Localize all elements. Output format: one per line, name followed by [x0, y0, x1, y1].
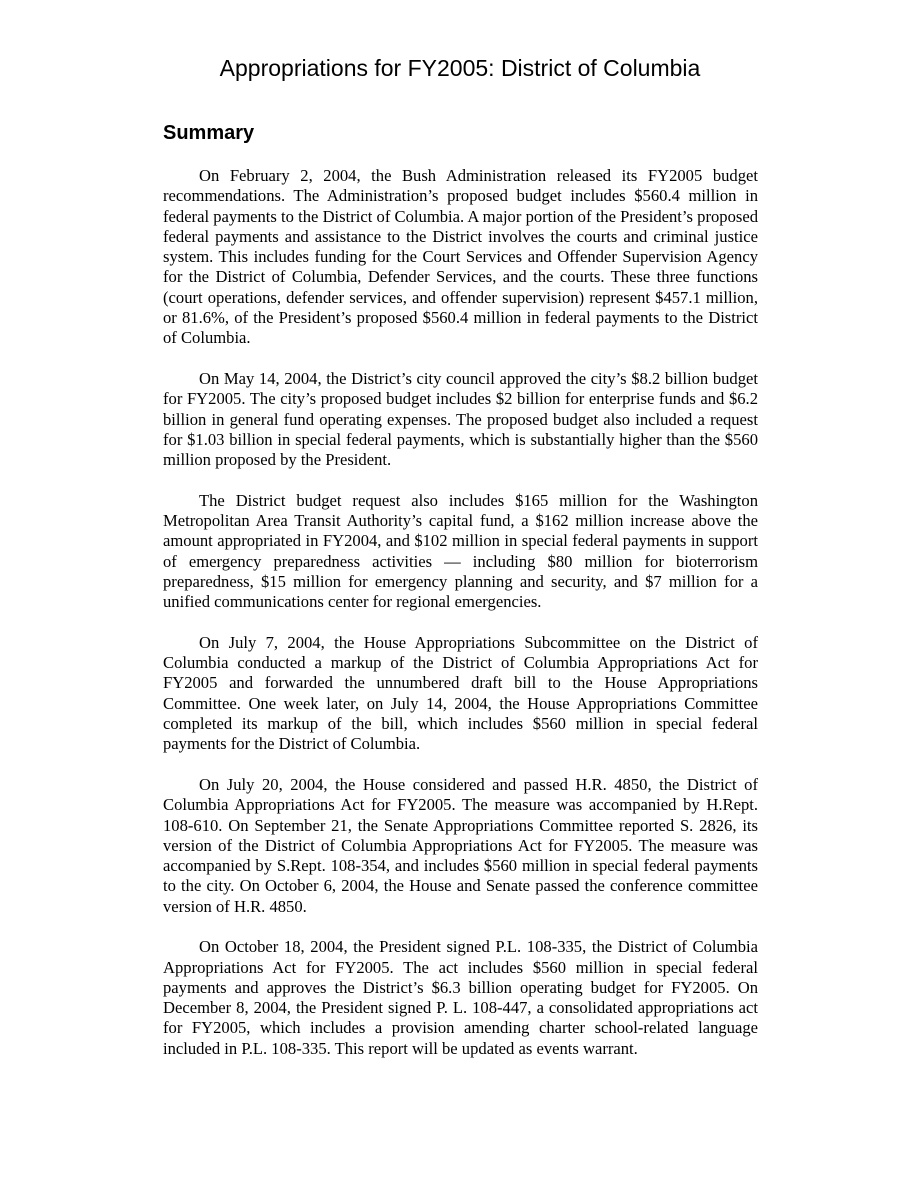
- summary-body: [163, 166, 758, 1079]
- paragraph-budget-recommendations: On February 2, 2004, the Bush Administration released its FY2005 budget recommendations. The Administration’s proposed budget includes $560.4 million in federal payments to the District of Columbia. A major portion of the President’s proposed federal payments and assistance to the District involves the courts and criminal justice system. This includes funding for the Court Services and Offender Supervision Agency for the District of Columbia, Defender Services, and the courts. These three functions (court operations, defender services, and offender supervision) represent $457.1 million, or 81.6%, of the President’s proposed $560.4 million in federal payments to the District of Columbia.: [163, 166, 758, 348]
- section-heading-summary: Summary: [163, 122, 255, 144]
- document-title: Appropriations for FY2005: District of Columbia: [219, 55, 701, 81]
- paragraph-transit-emergency: The District budget request also includes $165 million for the Washington Metropolitan Area Transit Authority’s capital fund, a $162 million increase above the amount appropriated in FY2004, and $102 million in special federal payments in support of emergency preparedness activities — including $80 million for bioterrorism preparedness, $15 million for emergency planning and security, and $7 million for a unified communications center for regional emergencies.: [163, 490, 758, 612]
- paragraph-house-senate-action: On July 20, 2004, the House considered and passed H.R. 4850, the District of Columbia Appropriations Act for FY2005. The measure was accompanied by H.Rept. 108-610. On September 21, the Senate Appropriations Committee reported S. 2826, its version of the District of Columbia Appropriations Act for FY2005. The measure was accompanied by S.Rept. 108-354, and includes $560 million in special federal payments to the city. On October 6, 2004, the House and Senate passed the conference committee version of H.R. 4850.: [163, 774, 758, 916]
- paragraph-house-subcommittee: On July 7, 2004, the House Appropriations Subcommittee on the District of Columbia conducted a markup of the District of Columbia Appropriations Act for FY2005 and forwarded the unnumbered draft bill to the House Appropriations Committee. One week later, on July 14, 2004, the House Appropriations Committee completed its markup of the bill, which includes $560 million in special federal payments for the District of Columbia.: [163, 632, 758, 754]
- paragraph-public-law: On October 18, 2004, the President signed P.L. 108-335, the District of Columbia Appropriations Act for FY2005. The act includes $560 million in special federal payments and approves the District’s $6.3 billion operating budget for FY2005. On December 8, 2004, the President signed P. L. 108-447, a consolidated appropriations act for FY2005, which includes a provision amending charter school-related language included in P.L. 108-335. This report will be updated as events warrant.: [163, 937, 758, 1058]
- paragraph-city-council-budget: On May 14, 2004, the District’s city council approved the city’s $8.2 billion budget for FY2005. The city’s proposed budget includes $2 billion for enterprise funds and $6.2 billion in general fund operating expenses. The proposed budget also included a request for $1.03 billion in special federal payments, which is substantially higher than the $560 million proposed by the President.: [163, 368, 758, 470]
